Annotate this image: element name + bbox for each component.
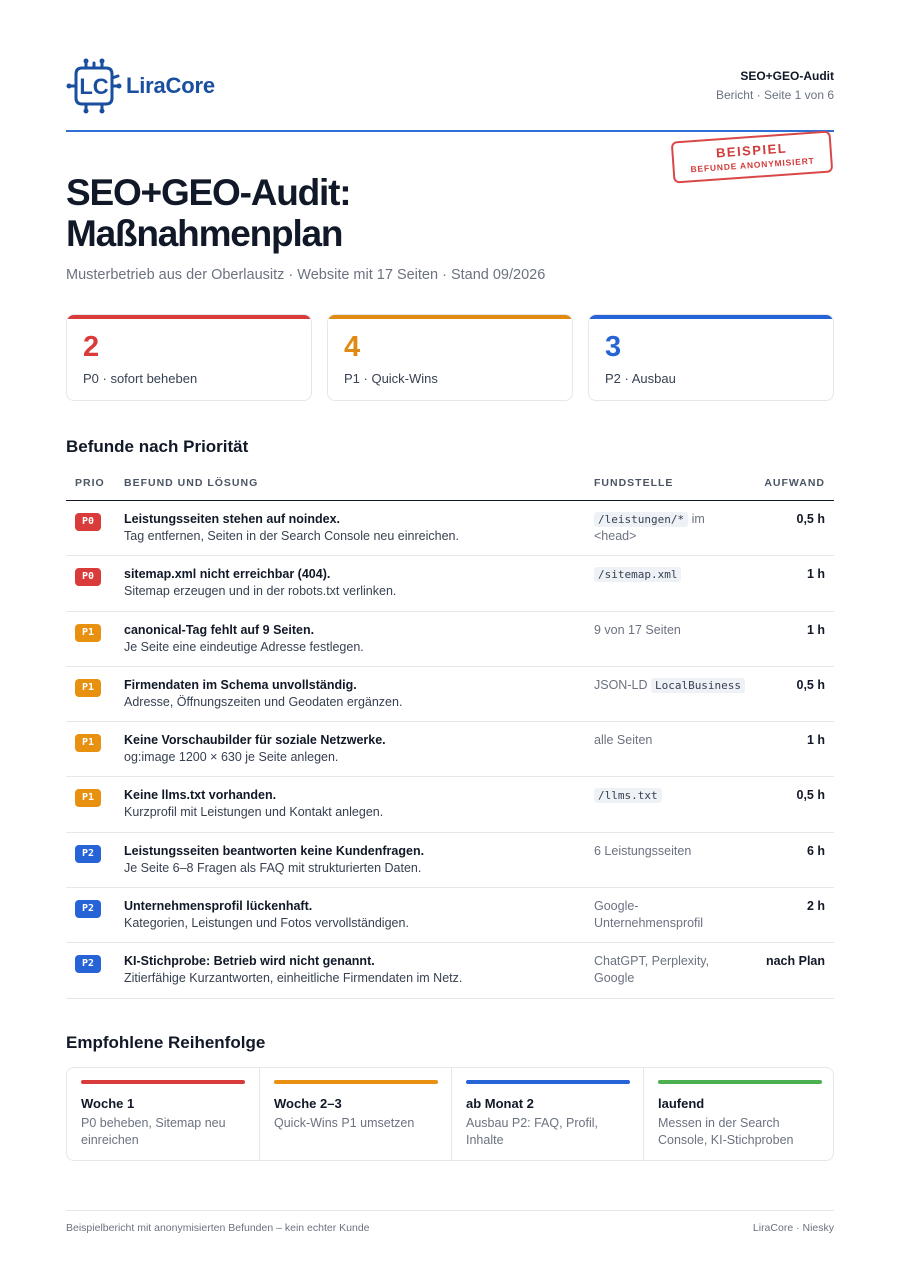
plan-step-month-2 bbox=[451, 1068, 643, 1160]
report-page-info: Bericht · Seite 1 von 6 bbox=[715, 88, 834, 102]
finding-location bbox=[594, 511, 754, 545]
table-row bbox=[66, 612, 834, 667]
priority-badge: P1 bbox=[75, 734, 101, 752]
finding-effort: 1 h bbox=[806, 622, 825, 637]
location-text: 6 Leistungsseiten bbox=[594, 843, 692, 858]
page-subtitle: Musterbetrieb aus der Oberlausitz · Website mit 17 Seiten · Stand 09/2026 bbox=[66, 267, 546, 283]
finding-solution: Adresse, Öffnungszeiten und Geodaten ergänzen. bbox=[124, 694, 403, 709]
page-header bbox=[66, 58, 834, 118]
location-text: 9 von 17 Seiten bbox=[594, 622, 681, 637]
finding-solution: Sitemap erzeugen und in der robots.txt verlinken. bbox=[124, 584, 397, 599]
table-header bbox=[66, 470, 834, 501]
plan-step-week-2-3 bbox=[259, 1068, 451, 1160]
location-code: /llms.txt bbox=[594, 788, 662, 803]
plan-step-head: Woche 2–3 bbox=[274, 1096, 342, 1111]
priority-badge: P0 bbox=[75, 568, 101, 586]
plan-step-text: Messen in der Search Console, KI-Stichproben bbox=[658, 1116, 794, 1147]
location-code: /sitemap.xml bbox=[594, 567, 681, 582]
finding-location bbox=[594, 953, 754, 987]
plan-heading: Empfohlene Reihenfolge bbox=[66, 1033, 266, 1052]
finding-solution: Kategorien, Leistungen und Fotos vervollständigen. bbox=[124, 916, 409, 931]
card-accent-bar bbox=[589, 315, 833, 319]
priority-badge: P1 bbox=[75, 679, 101, 697]
plan-timeline bbox=[66, 1067, 834, 1161]
card-count: 3 bbox=[605, 331, 622, 363]
plan-step-head: Woche 1 bbox=[81, 1096, 135, 1111]
finding-location bbox=[594, 732, 754, 749]
priority-badge: P2 bbox=[75, 845, 101, 863]
finding-solution: Zitierfähige Kurzantworten, einheitliche Firmendaten im Netz. bbox=[124, 971, 463, 986]
location-text: ChatGPT, Perplexity, bbox=[594, 954, 710, 969]
summary-cards bbox=[66, 314, 834, 402]
plan-step-ongoing bbox=[643, 1068, 835, 1160]
sample-stamp bbox=[671, 130, 834, 183]
card-accent-bar bbox=[67, 315, 311, 319]
priority-badge: P2 bbox=[75, 900, 101, 918]
finding-title: Leistungsseiten stehen auf noindex. bbox=[124, 512, 341, 526]
finding-location bbox=[594, 566, 754, 583]
location-text-2: Google bbox=[594, 971, 635, 986]
logo bbox=[66, 58, 215, 114]
location-text: Google- bbox=[594, 899, 639, 914]
card-count: 2 bbox=[83, 331, 100, 363]
page-title-line-2: Maßnahmenplan bbox=[66, 213, 343, 254]
finding-effort: 0,5 h bbox=[796, 677, 825, 692]
plan-step-text: P0 beheben, Sitemap neu einreichen bbox=[81, 1116, 226, 1147]
finding-title: Keine llms.txt vorhanden. bbox=[124, 788, 277, 803]
finding-title: KI-Stichprobe: Betrieb wird nicht genannt. bbox=[124, 954, 375, 969]
column-effort: AUFWAND bbox=[764, 477, 825, 489]
column-prio: PRIO bbox=[75, 477, 105, 489]
card-label: P1 · Quick-Wins bbox=[344, 371, 438, 386]
location-text: im bbox=[688, 512, 705, 526]
table-row bbox=[66, 501, 834, 556]
summary-card-p1 bbox=[327, 314, 573, 401]
plan-step-text: Ausbau P2: FAQ, Profil, Inhalte bbox=[466, 1116, 599, 1147]
plan-step-bar bbox=[81, 1080, 245, 1084]
summary-card-p0 bbox=[66, 314, 312, 401]
finding-title: Keine Vorschaubilder für soziale Netzwerke. bbox=[124, 733, 386, 748]
location-text-2: Unternehmensprofil bbox=[594, 916, 704, 931]
footer-disclaimer: Beispielbericht mit anonymisierten Befunden – kein echter Kunde bbox=[66, 1222, 370, 1234]
card-label: P0 · sofort beheben bbox=[83, 371, 198, 386]
findings-table bbox=[66, 470, 834, 999]
table-row bbox=[66, 777, 834, 832]
plan-step-bar bbox=[658, 1080, 822, 1084]
findings-heading: Befunde nach Priorität bbox=[66, 437, 249, 456]
finding-title: Firmendaten im Schema unvollständig. bbox=[124, 677, 357, 692]
header-divider bbox=[66, 130, 834, 132]
card-label: P2 · Ausbau bbox=[605, 371, 676, 386]
priority-badge: P0 bbox=[75, 513, 101, 531]
table-row bbox=[66, 667, 834, 722]
location-text: alle Seiten bbox=[594, 733, 653, 748]
finding-title: canonical-Tag fehlt auf 9 Seiten. bbox=[124, 622, 315, 637]
location-code: /leistungen/* bbox=[594, 512, 688, 527]
card-count: 4 bbox=[344, 331, 361, 363]
column-location: FUNDSTELLE bbox=[594, 477, 674, 489]
table-row bbox=[66, 943, 834, 998]
column-finding: BEFUND UND LÖSUNG bbox=[124, 477, 259, 489]
finding-effort: 2 h bbox=[806, 899, 825, 914]
card-accent-bar bbox=[328, 315, 572, 319]
finding-title: Unternehmensprofil lückenhaft. bbox=[124, 899, 313, 914]
footer-divider bbox=[66, 1210, 834, 1211]
finding-solution: Je Seite eine eindeutige Adresse festlegen. bbox=[124, 639, 364, 654]
finding-location bbox=[594, 677, 754, 694]
finding-effort: 1 h bbox=[806, 733, 825, 748]
page-title-line-1: SEO+GEO-Audit: bbox=[66, 172, 351, 213]
page-title bbox=[66, 172, 350, 254]
stamp-line-2: BEFUNDE ANONYMISIERT bbox=[690, 155, 815, 175]
finding-effort: 6 h bbox=[806, 843, 825, 858]
plan-step-head: laufend bbox=[658, 1096, 705, 1111]
finding-effort: 1 h bbox=[806, 567, 825, 582]
plan-step-bar bbox=[466, 1080, 630, 1084]
location-text: JSON-LD bbox=[594, 677, 651, 692]
plan-step-text: Quick-Wins P1 umsetzen bbox=[274, 1116, 415, 1130]
summary-card-p2 bbox=[588, 314, 834, 401]
report-meta bbox=[716, 69, 834, 102]
finding-solution: og:image 1200 × 630 je Seite anlegen. bbox=[124, 750, 339, 765]
report-title: SEO+GEO-Audit bbox=[740, 69, 834, 83]
table-row bbox=[66, 833, 834, 888]
stamp-line-1: BEISPIEL bbox=[715, 140, 788, 161]
finding-location bbox=[594, 898, 754, 932]
finding-solution: Je Seite 6–8 Fragen als FAQ mit strukturierten Daten. bbox=[124, 860, 422, 875]
finding-effort: 0,5 h bbox=[796, 512, 825, 526]
circuit-logo-icon bbox=[66, 58, 122, 114]
finding-solution: Tag entfernen, Seiten in der Search Console neu einreichen. bbox=[124, 529, 459, 543]
finding-title: Leistungsseiten beantworten keine Kundenfragen. bbox=[124, 843, 425, 858]
priority-badge: P2 bbox=[75, 955, 101, 973]
finding-effort: nach Plan bbox=[765, 954, 825, 969]
plan-step-bar bbox=[274, 1080, 438, 1084]
finding-effort: 0,5 h bbox=[796, 788, 825, 803]
finding-location bbox=[594, 843, 754, 860]
table-row bbox=[66, 556, 834, 611]
priority-badge: P1 bbox=[75, 789, 101, 807]
plan-step-week-1 bbox=[67, 1068, 259, 1160]
logo-text: LiraCore bbox=[126, 73, 215, 98]
location-code: LocalBusiness bbox=[651, 678, 745, 693]
table-row bbox=[66, 722, 834, 777]
table-row bbox=[66, 888, 834, 943]
finding-location bbox=[594, 622, 754, 639]
svg-text:LC: LC bbox=[79, 74, 109, 99]
finding-title: sitemap.xml nicht erreichbar (404). bbox=[124, 567, 331, 582]
footer-brand: LiraCore · Niesky bbox=[752, 1222, 834, 1234]
plan-step-head: ab Monat 2 bbox=[466, 1096, 534, 1111]
location-text-2: <head> bbox=[594, 529, 637, 543]
priority-badge: P1 bbox=[75, 624, 101, 642]
finding-solution: Kurzprofil mit Leistungen und Kontakt anlegen. bbox=[124, 805, 384, 820]
finding-location bbox=[594, 787, 754, 804]
